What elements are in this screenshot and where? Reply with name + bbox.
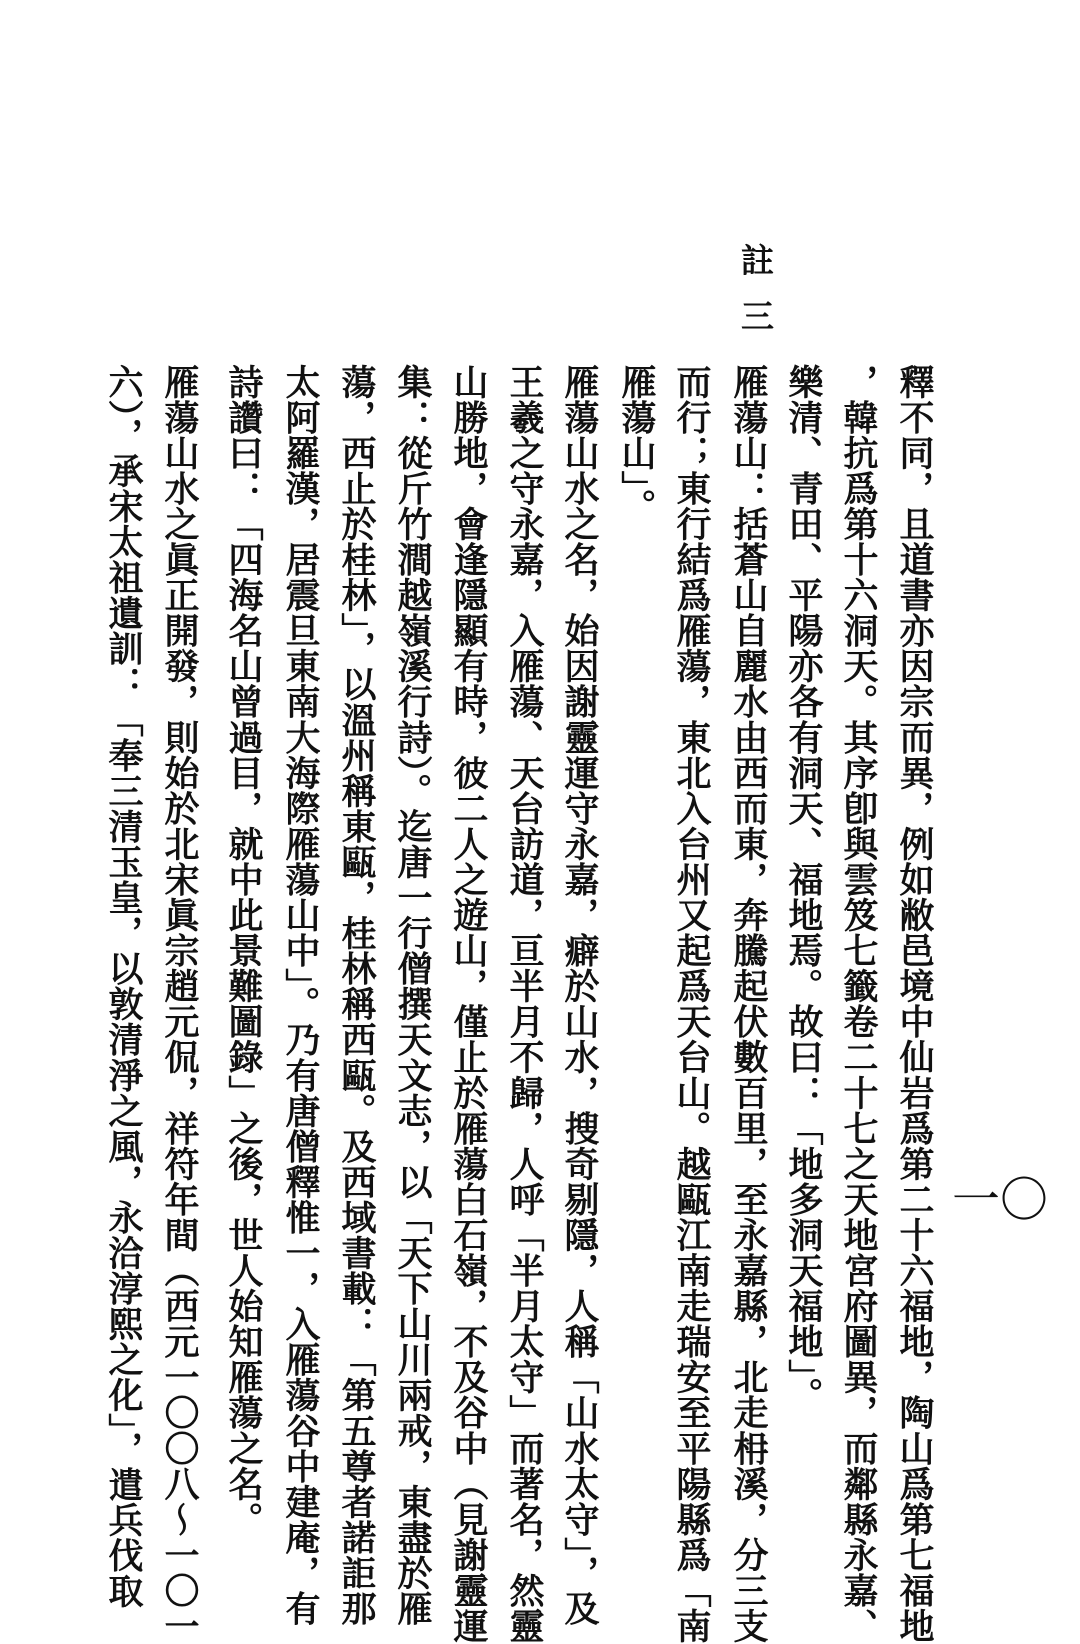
text-line-3: 樂清、青田、平陽亦各有洞天、福地焉。故曰：「地多洞天福地」。: [783, 364, 824, 1413]
text-line-8: 王羲之守永嘉，入雁蕩、天台訪道，亘半月不歸，人呼「半月太守」而著名，然靈: [504, 364, 545, 1644]
text-line-5: 而行；東行結爲雁蕩，東北入台州又起爲天台山。越甌江南走瑞安至平陽縣爲「南: [671, 364, 712, 1644]
text-line-1: 釋不同，且道書亦因宗而異，例如敝邑境中仙岩爲第二十六福地，陶山爲第七福地: [894, 364, 935, 1644]
text-line-10: 集：從斤竹澗越嶺溪行詩）。迄唐一行僧撰天文志，以「天下山川兩戒，東盡於雁: [392, 364, 433, 1627]
page-number: 一〇: [952, 1172, 1049, 1228]
note-label-char-2: 三: [741, 297, 774, 336]
text-line-2: ，韓抗爲第十六洞天。其序卽與雲笈七籤卷二十七之天地宮府圖異，而鄰縣永嘉、: [838, 364, 879, 1644]
text-line-7: 雁蕩山水之名，始因謝靈運守永嘉，癖於山水，搜奇剔隱，人稱「山水太守」，及: [559, 364, 600, 1627]
text-line-9: 山勝地，會逢隱顯有時，彼二人之遊山，僅止於雁蕩白石嶺，不及谷中（見謝靈運: [448, 364, 489, 1644]
text-line-15: 六），承宋太祖遺訓：「奉三清玉皇，以敦清淨之風，永洽淳熙之化」，遣兵伐取: [103, 364, 144, 1609]
text-line-12: 太阿羅漢，居震旦東南大海際雁蕩山中」。乃有唐僧釋惟一，入雁蕩谷中建庵，有: [280, 364, 321, 1627]
note-label-char-1: 註: [741, 241, 774, 280]
text-line-11: 蕩，西止於桂林」，以溫州稱東甌，桂林稱西甌。及西域書載：「第五尊者諾詎那: [336, 364, 377, 1627]
text-line-4: 雁蕩山：括蒼山自麗水由西而東，奔騰起伏數百里，至永嘉縣，北走枏溪，分三支: [728, 364, 769, 1644]
text-line-13: 詩讚曰：「四海名山曾過目，就中此景難圖錄」之後，世人始知雁蕩之名。: [223, 364, 264, 1538]
text-line-14: 雁蕩山水之眞正開發，則始於北宋眞宗趙元侃，祥符年間（西元一〇〇八～一〇一: [159, 364, 200, 1644]
text-line-6: 雁蕩山」。: [616, 364, 657, 525]
